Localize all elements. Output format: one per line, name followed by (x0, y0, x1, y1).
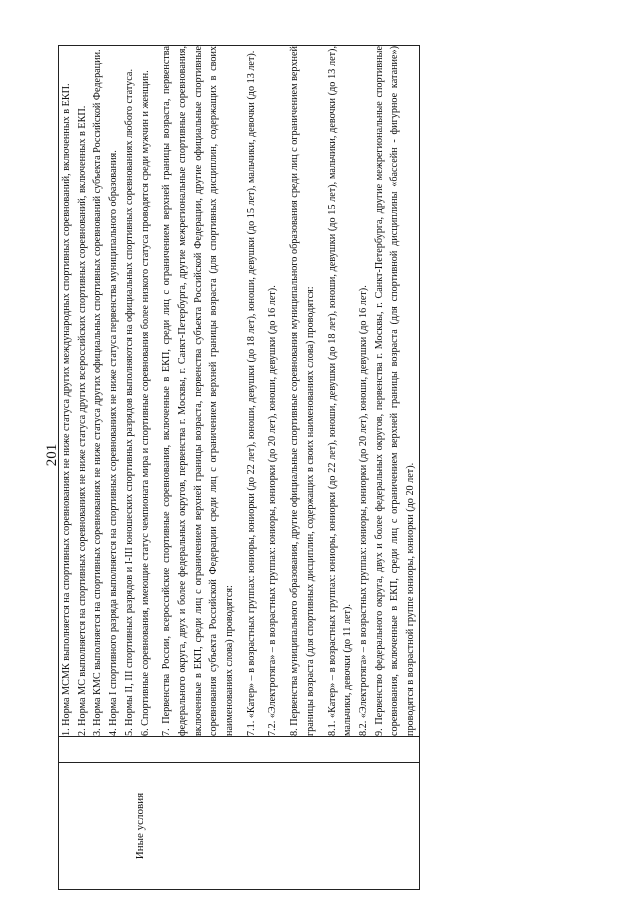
list-item: 7.2. «Электротяга» – в возрастных группах: юниоры, юниорки (до 20 лет), юноши, девушки (до 16 лет). (267, 285, 279, 736)
list-item: 8. Первенства муниципального образования, другие официальные спортивные соревнования муниципального образования среди лиц с ограничением верхней границы возраста (для спортивных дисциплин, содержащих в своих наименованиях слова) проводятся: (289, 46, 316, 736)
list-item: 2. Норма МС выполняется на спортивных соревнованиях не ниже статуса других всероссийских спортивных соревнований, включенных в ЕКП. (76, 105, 88, 736)
list-item: 9. Первенство федерального округа, двух и более федеральных округов, первенства г. Москвы, г. Санкт-Петербурга, другие межрегиональные спортивные соревнования, включенные в ЕКП, среди лиц с ограничением верхней границы возраста (для спортивной дисциплины «бассейн - фигурное катание») проводятся в возрастной группе юниоры, юниорки (до 20 лет). (373, 46, 417, 736)
page-number: 201 (44, 443, 60, 467)
label-cell (59, 763, 420, 890)
list-item: 1. Норма МСМК выполняется на спортивных соревнованиях не ниже статуса других международных спортивных соревнований, включенных в ЕКП. (61, 83, 72, 736)
list-item: 7. Первенства России, всероссийские спортивные соревнования, включенные в ЕКП, среди лиц с ограничением верхней границы возраста, первенства федерального округа, двух и более федеральных округов, первенства г. Москвы, г. Санкт-Петербурга, другие межрегиональные спортивные соревнования, включенные в ЕКП, среди лиц с ограничением верхней границы возраста, первенства субъекта Российской Федерации, другие официальные спортивные соревнования субъекта Российской Федерации среди лиц с ограничением верхней границы возраста (для спортивных дисциплин, содержащих в своих наименованиях слова) проводятся: (161, 46, 236, 736)
list-item: 6. Спортивные соревнования, имеющие статус чемпионата мира и спортивные соревнования более низкого статуса проводятся среди мужчин и женщин. (139, 70, 151, 736)
list-item: 3. Норма КМС выполняется на спортивных соревнованиях не ниже статуса других официальных спортивных соревнований субъекта Российской Федерации. (92, 49, 104, 736)
list-item: 5. Нормы II, III спортивных разрядов и I-III юношеских спортивных разрядов выполняются на официальных спортивных соревнованиях любого статуса. (123, 69, 135, 736)
list-item: 8.2. «Электротяга» – в возрастных группах: юниоры, юниорки (до 20 лет), юноши, девушки (до 16 лет). (357, 285, 369, 736)
content-cell (59, 46, 420, 737)
table-row (59, 46, 420, 890)
section-label: Иные условия (134, 792, 146, 860)
list-item: 4. Норма I спортивного разряда выполняется на спортивных соревнованиях не ниже статуса первенства муниципального образования. (108, 150, 120, 736)
empty-cell (59, 737, 420, 763)
list-item: 7.1. «Катер» – в возрастных группах: юниоры, юниорки (до 22 лет), юноши, девушки (до 18 лет), юноши, девушки (до 15 лет), мальчики, девочки (до 13 лет). (245, 50, 257, 736)
conditions-table (58, 45, 420, 890)
list-item: 8.1. «Катер» – в возрастных группах: юниоры, юниорки (до 22 лет), юноши, девушки (до 18 лет), юноши, девушки (до 15 лет), мальчики, девочки (до 13 лет), мальчики, девочки (до 11 лет). (326, 46, 354, 736)
